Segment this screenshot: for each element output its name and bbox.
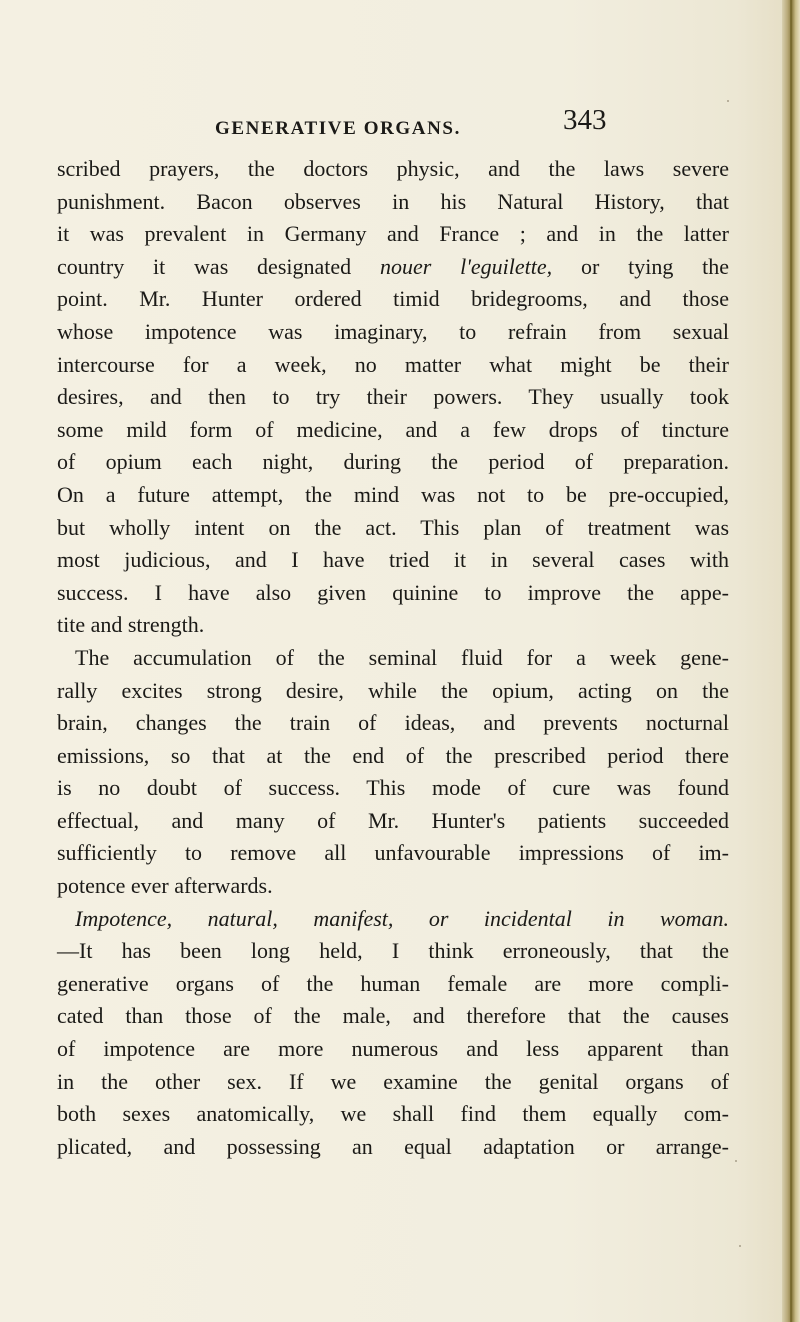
text-line: most judicious, and I have tried it in several cases with — [57, 547, 729, 573]
text-line: desires, and then to try their powers. They usually took — [57, 384, 729, 410]
text-line: cated than those of the male, and therefore that the causes — [57, 1003, 729, 1029]
section-heading — [57, 903, 729, 936]
text-line: point. Mr. Hunter ordered timid bridegrooms, and those — [57, 286, 729, 312]
body-text — [57, 153, 729, 1163]
running-head: GENERATIVE ORGANS. — [215, 118, 461, 139]
text-line: intercourse for a week, no matter what might be their — [57, 351, 729, 377]
ink-speck — [735, 1160, 737, 1162]
text-line: scribed prayers, the doctors physic, and the laws severe — [57, 156, 729, 181]
text-line: success. I have also given quinine to improve the appe- — [57, 579, 729, 605]
page-number: 343 — [563, 104, 607, 136]
text-line: is no doubt of success. This mode of cure was found — [57, 775, 729, 801]
text-line: punishment. Bacon observes in his Natural History, that — [57, 188, 729, 214]
text-line: whose impotence was imaginary, to refrain from sexual — [57, 318, 729, 344]
text-line: plicated, and possessing an equal adaptation or arrange- — [57, 1133, 729, 1159]
text-line: both sexes anatomically, we shall find them equally com- — [57, 1101, 729, 1127]
text-line: of opium each night, during the period of preparation. — [57, 449, 729, 475]
text-line: effectual, and many of Mr. Hunter's patients succeeded — [57, 807, 729, 833]
text-line: sufficiently to remove all unfavourable impressions of im- — [57, 840, 729, 866]
text-span: country it was designated — [57, 253, 380, 279]
page-header — [0, 104, 800, 144]
text-line: The accumulation of the seminal fluid for a week gene- — [75, 644, 729, 670]
text-line: tite and strength. — [57, 612, 205, 638]
text-line: some mild form of medicine, and a few drops of tincture — [57, 416, 729, 442]
text-line: generative organs of the human female are more compli- — [57, 970, 729, 996]
text-line: —It has been long held, I think erroneously, that the — [57, 938, 729, 964]
text-line: of impotence are more numerous and less apparent than — [57, 1036, 729, 1062]
text-line: emissions, so that at the end of the prescribed period there — [57, 742, 729, 768]
italic-phrase: nouer l'eguilette, — [379, 253, 553, 279]
section-heading-text: Impotence, natural, manifest, or incidental in woman. — [75, 905, 729, 931]
ink-speck — [739, 1245, 741, 1247]
text-span: or tying the — [552, 253, 729, 279]
text-line — [57, 251, 729, 284]
text-line: potence ever afterwards. — [57, 873, 273, 899]
text-line: it was prevalent in Germany and France ; and in the latter — [57, 221, 729, 247]
page-edge-line — [790, 0, 792, 1322]
text-line: rally excites strong desire, while the opium, acting on the — [57, 677, 729, 703]
text-line: brain, changes the train of ideas, and prevents nocturnal — [57, 710, 729, 736]
text-line: in the other sex. If we examine the genital organs of — [57, 1068, 729, 1094]
text-line: but wholly intent on the act. This plan of treatment was — [57, 514, 729, 540]
ink-speck — [727, 100, 729, 102]
text-line: On a future attempt, the mind was not to be pre-occupied, — [57, 481, 729, 507]
